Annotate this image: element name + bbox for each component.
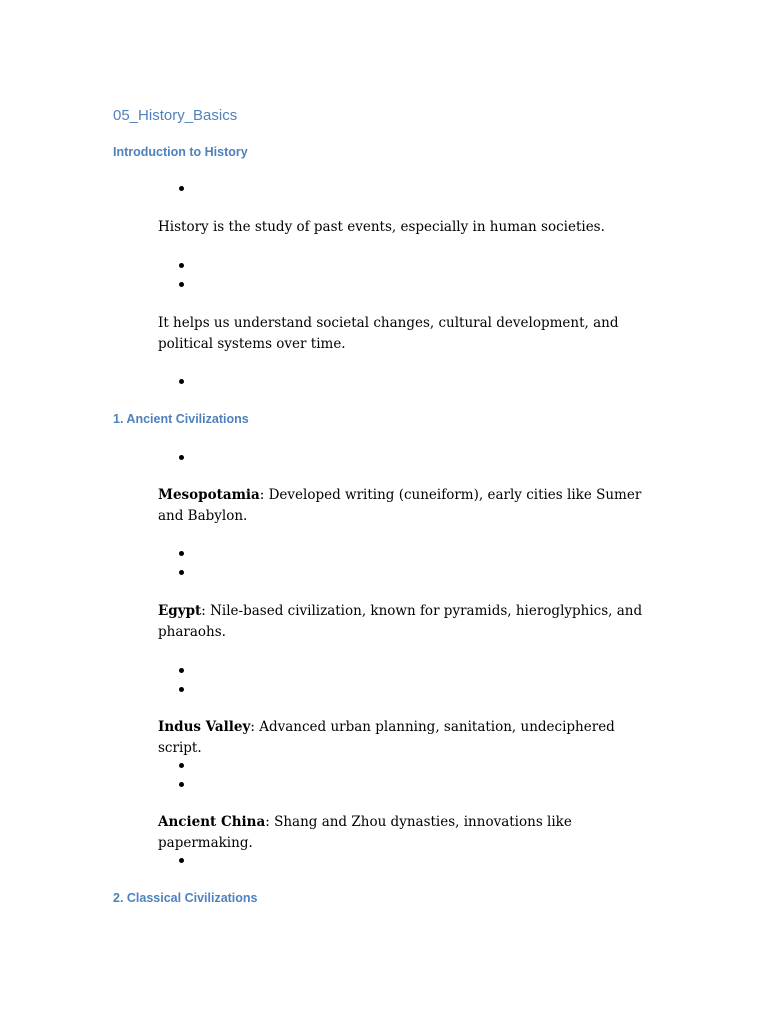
entry-term: Indus Valley: [158, 719, 251, 735]
entry-term: Mesopotamia: [158, 487, 260, 503]
bullet-point: [179, 551, 184, 556]
bullet-point: [179, 570, 184, 575]
section-heading-classical-civilizations: 2. Classical Civilizations: [113, 891, 258, 905]
bullet-point: [179, 668, 184, 673]
entry-mesopotamia: [158, 485, 658, 526]
entry-egypt: [158, 601, 658, 642]
entry-text: : Developed writing (cuneiform), early cities like Sumer and Babylon.: [158, 487, 642, 524]
bullet-point: [179, 455, 184, 460]
entry-text: : Shang and Zhou dynasties, innovations like papermaking.: [158, 814, 572, 851]
bullet-point: [179, 186, 184, 191]
section-heading-ancient-civilizations: 1. Ancient Civilizations: [113, 412, 249, 426]
entry-text: : Nile-based civilization, known for pyramids, hieroglyphics, and pharaohs.: [158, 603, 643, 640]
entry-term: Egypt: [158, 603, 202, 619]
paragraph-history-definition: History is the study of past events, especially in human societies.: [158, 219, 605, 235]
document-title: 05_History_Basics: [113, 107, 238, 124]
bullet-point: [179, 763, 184, 768]
entry-text: : Advanced urban planning, sanitation, undeciphered script.: [158, 719, 615, 756]
bullet-point: [179, 782, 184, 787]
bullet-point: [179, 263, 184, 268]
entry-ancient-china: [158, 812, 658, 853]
paragraph-history-purpose: It helps us understand societal changes, cultural development, and political systems over time.: [158, 315, 619, 352]
bullet-point: [179, 858, 184, 863]
bullet-point: [179, 687, 184, 692]
entry-term: Ancient China: [158, 814, 266, 830]
bullet-point: [179, 282, 184, 287]
bullet-point: [179, 379, 184, 384]
entry-indus-valley: [158, 717, 658, 758]
section-heading-introduction: Introduction to History: [113, 145, 248, 159]
